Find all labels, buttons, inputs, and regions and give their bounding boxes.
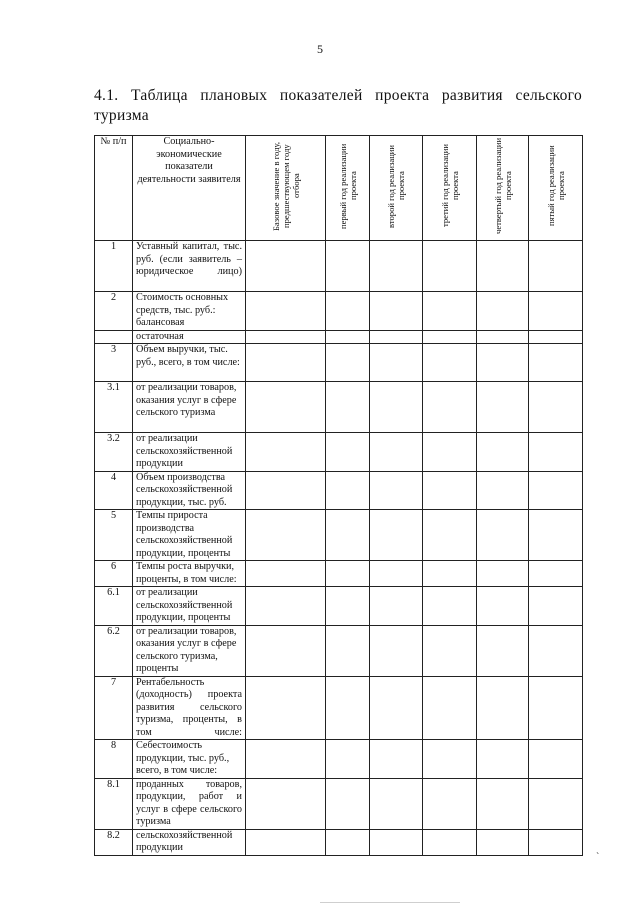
value-cell bbox=[423, 330, 477, 344]
table-row bbox=[95, 433, 583, 472]
row-label: сельскохозяйственной продукции bbox=[133, 829, 246, 855]
value-cell bbox=[477, 471, 529, 510]
value-cell bbox=[246, 510, 326, 561]
row-label: от реализации товаров, оказания услуг в сфере сельского туризма, проценты bbox=[133, 625, 246, 676]
value-cell bbox=[423, 510, 477, 561]
table-title: 4.1. Таблица плановых показателей проекта развития сельского туризма bbox=[94, 87, 582, 124]
value-cell bbox=[326, 587, 370, 626]
value-cell bbox=[326, 471, 370, 510]
value-cell bbox=[326, 433, 370, 472]
value-cell bbox=[246, 587, 326, 626]
value-cell bbox=[529, 561, 583, 587]
value-cell bbox=[246, 241, 326, 292]
value-cell bbox=[370, 344, 423, 382]
header-base-value: Базовое значение в году, предшествующем году отбора bbox=[246, 136, 326, 241]
value-cell bbox=[477, 561, 529, 587]
value-cell bbox=[423, 625, 477, 676]
row-label: Темпы прироста производства сельскохозяйственной продукции, проценты bbox=[133, 510, 246, 561]
value-cell bbox=[246, 740, 326, 779]
row-number: 7 bbox=[95, 676, 133, 740]
value-cell bbox=[370, 625, 423, 676]
value-cell bbox=[529, 330, 583, 344]
value-cell bbox=[477, 433, 529, 472]
row-label: от реализации товаров, оказания услуг в сфере сельского туризма bbox=[133, 382, 246, 433]
row-number: 2 bbox=[95, 292, 133, 331]
row-number: 8.1 bbox=[95, 778, 133, 829]
row-number: 4 bbox=[95, 471, 133, 510]
table-row bbox=[95, 561, 583, 587]
row-number: 8.2 bbox=[95, 829, 133, 855]
value-cell bbox=[529, 344, 583, 382]
value-cell bbox=[370, 241, 423, 292]
value-cell bbox=[423, 587, 477, 626]
row-number: 6 bbox=[95, 561, 133, 587]
value-cell bbox=[423, 344, 477, 382]
row-number: 8 bbox=[95, 740, 133, 779]
header-year-5: пятый год реализации проекта bbox=[529, 136, 583, 241]
value-cell bbox=[529, 829, 583, 855]
value-cell bbox=[246, 292, 326, 331]
value-cell bbox=[370, 330, 423, 344]
value-cell bbox=[370, 382, 423, 433]
table-row bbox=[95, 382, 583, 433]
value-cell bbox=[423, 676, 477, 740]
value-cell bbox=[477, 829, 529, 855]
value-cell bbox=[423, 241, 477, 292]
value-cell bbox=[370, 676, 423, 740]
value-cell bbox=[477, 241, 529, 292]
value-cell bbox=[423, 292, 477, 331]
value-cell bbox=[477, 740, 529, 779]
value-cell bbox=[246, 471, 326, 510]
value-cell bbox=[423, 382, 477, 433]
value-cell bbox=[326, 561, 370, 587]
value-cell bbox=[529, 382, 583, 433]
value-cell bbox=[529, 292, 583, 331]
value-cell bbox=[477, 587, 529, 626]
value-cell bbox=[246, 625, 326, 676]
table-row bbox=[95, 330, 583, 344]
table-row bbox=[95, 625, 583, 676]
row-label: остаточная bbox=[133, 330, 246, 344]
row-label: Темпы роста выручки, проценты, в том числе: bbox=[133, 561, 246, 587]
value-cell bbox=[326, 330, 370, 344]
row-number: 5 bbox=[95, 510, 133, 561]
header-row bbox=[95, 136, 583, 241]
value-cell bbox=[326, 344, 370, 382]
table-row bbox=[95, 510, 583, 561]
value-cell bbox=[477, 330, 529, 344]
scan-edge-line bbox=[320, 902, 460, 903]
value-cell bbox=[246, 561, 326, 587]
table-row bbox=[95, 241, 583, 292]
value-cell bbox=[423, 829, 477, 855]
value-cell bbox=[326, 740, 370, 779]
row-label: проданных товаров, продукции, работ и услуг в сфере сельского туризма bbox=[133, 778, 246, 829]
header-year-2: второй год реализации проекта bbox=[370, 136, 423, 241]
row-label: Объем выручки, тыс. руб., всего, в том числе: bbox=[133, 344, 246, 382]
value-cell bbox=[370, 471, 423, 510]
row-number: 6.2 bbox=[95, 625, 133, 676]
value-cell bbox=[246, 330, 326, 344]
value-cell bbox=[326, 778, 370, 829]
header-year-4: четвертый год реализации проекта bbox=[477, 136, 529, 241]
table-row bbox=[95, 778, 583, 829]
value-cell bbox=[477, 510, 529, 561]
value-cell bbox=[477, 676, 529, 740]
row-number: 3.1 bbox=[95, 382, 133, 433]
value-cell bbox=[529, 676, 583, 740]
row-label: от реализации сельскохозяйственной продукции, проценты bbox=[133, 587, 246, 626]
row-label: от реализации сельскохозяйственной продукции bbox=[133, 433, 246, 472]
table-row bbox=[95, 829, 583, 855]
value-cell bbox=[326, 382, 370, 433]
value-cell bbox=[246, 344, 326, 382]
value-cell bbox=[529, 740, 583, 779]
header-year-1: первый год реализации проекта bbox=[326, 136, 370, 241]
row-number: 3.2 bbox=[95, 433, 133, 472]
value-cell bbox=[246, 676, 326, 740]
table-row bbox=[95, 344, 583, 382]
row-label: Стоимость основных средств, тыс. руб.: балансовая bbox=[133, 292, 246, 331]
value-cell bbox=[529, 241, 583, 292]
header-indicator: Социально-экономические показатели деятельности заявителя bbox=[133, 136, 246, 241]
row-label: Уставный капитал, тыс. руб. (если заявитель – юридическое лицо) bbox=[133, 241, 246, 292]
value-cell bbox=[370, 561, 423, 587]
table-row bbox=[95, 676, 583, 740]
row-number: 6.1 bbox=[95, 587, 133, 626]
value-cell bbox=[477, 625, 529, 676]
value-cell bbox=[246, 829, 326, 855]
value-cell bbox=[326, 625, 370, 676]
header-num: № п/п bbox=[95, 136, 133, 241]
value-cell bbox=[370, 510, 423, 561]
row-label: Рентабельность (доходность) проекта развития сельского туризма, проценты, в том числе: bbox=[133, 676, 246, 740]
value-cell bbox=[246, 382, 326, 433]
value-cell bbox=[529, 778, 583, 829]
table-row bbox=[95, 471, 583, 510]
value-cell bbox=[326, 829, 370, 855]
value-cell bbox=[326, 241, 370, 292]
value-cell bbox=[326, 510, 370, 561]
value-cell bbox=[423, 433, 477, 472]
table-row bbox=[95, 587, 583, 626]
value-cell bbox=[246, 433, 326, 472]
value-cell bbox=[370, 587, 423, 626]
value-cell bbox=[477, 292, 529, 331]
value-cell bbox=[529, 510, 583, 561]
value-cell bbox=[477, 778, 529, 829]
row-label: Себестоимость продукции, тыс. руб., всего, в том числе: bbox=[133, 740, 246, 779]
value-cell bbox=[477, 382, 529, 433]
value-cell bbox=[423, 561, 477, 587]
row-number: 3 bbox=[95, 344, 133, 382]
value-cell bbox=[326, 292, 370, 331]
value-cell bbox=[423, 778, 477, 829]
value-cell bbox=[370, 292, 423, 331]
row-number bbox=[95, 330, 133, 344]
page-number: 5 bbox=[317, 42, 323, 56]
value-cell bbox=[370, 740, 423, 779]
value-cell bbox=[423, 471, 477, 510]
row-number: 1 bbox=[95, 241, 133, 292]
value-cell bbox=[423, 740, 477, 779]
row-label: Объем производства сельскохозяйственной продукции, тыс. руб. bbox=[133, 471, 246, 510]
value-cell bbox=[529, 587, 583, 626]
corner-mark: ` bbox=[596, 852, 600, 863]
header-year-3: третий год реализации проекта bbox=[423, 136, 477, 241]
value-cell bbox=[477, 344, 529, 382]
value-cell bbox=[529, 433, 583, 472]
value-cell bbox=[246, 778, 326, 829]
value-cell bbox=[370, 829, 423, 855]
value-cell bbox=[529, 471, 583, 510]
value-cell bbox=[529, 625, 583, 676]
value-cell bbox=[326, 676, 370, 740]
value-cell bbox=[370, 433, 423, 472]
table-row bbox=[95, 740, 583, 779]
planned-indicators-table bbox=[94, 135, 583, 856]
value-cell bbox=[370, 778, 423, 829]
table-row bbox=[95, 292, 583, 331]
